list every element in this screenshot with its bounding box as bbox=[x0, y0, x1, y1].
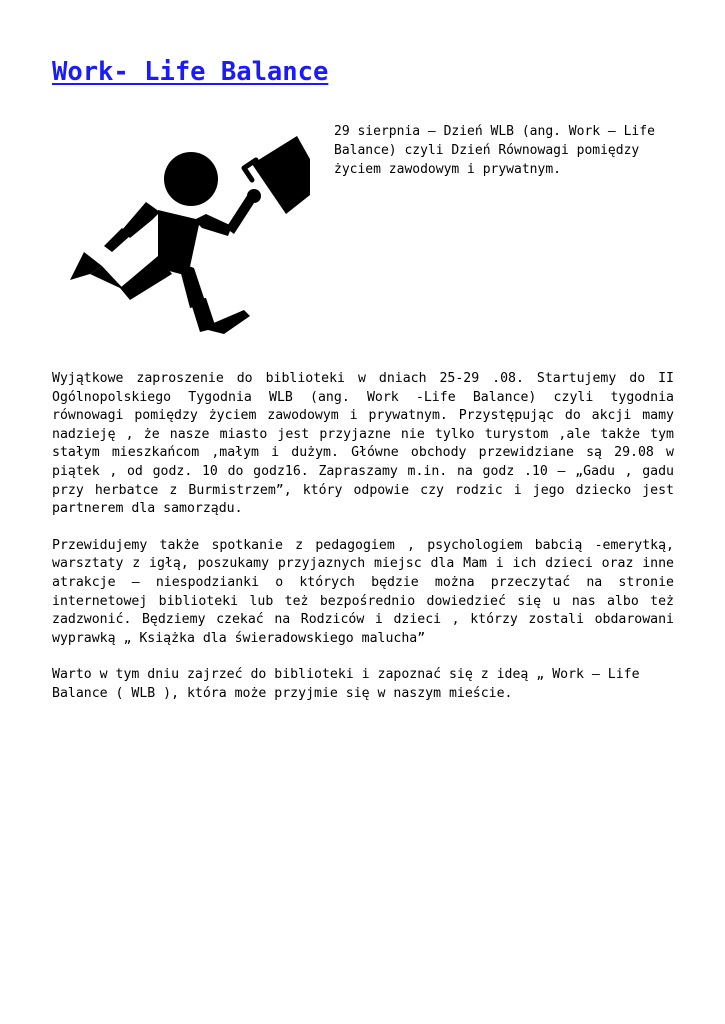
article-body bbox=[52, 370, 674, 722]
figure-briefcase bbox=[252, 136, 310, 214]
intro-paragraph: 29 sierpnia – Dzień WLB (ang. Work – Life Balance) czyli Dzień Równowagi pomiędzy życiem zawodowym i prywatnym. bbox=[334, 124, 655, 177]
figure-head bbox=[164, 152, 218, 206]
figure-front-arm bbox=[194, 214, 232, 236]
article-title bbox=[52, 56, 328, 88]
article-title-link[interactable]: Work- Life Balance bbox=[52, 57, 329, 87]
running-man-illustration bbox=[60, 128, 310, 340]
paragraph-program: Przewidujemy także spotkanie z pedagogiem , psychologiem babcią -emerytką, warsztaty z igłą, poszukamy przyjaznych miejsc dla Mam i ich dzieci oraz inne atrakcje – niespodzianki o których będzie można przeczytać na stronie internetowej biblioteki lub też bezpośrednio dowiedzieć się u nas albo też zadzwonić. Będziemy czekać na Rodziców i dzieci , którzy zostali obdarowani wyprawką „ Książka dla świeradowskiego malucha” bbox=[52, 537, 674, 646]
paragraph-closing: Warto w tym dniu zajrzeć do biblioteki i zapoznać się z ideą „ Work – Life Balance ( WLB ), która może przyjmie się w naszym mieście. bbox=[52, 667, 640, 701]
paragraph-invitation: Wyjątkowe zaproszenie do biblioteki w dniach 25-29 .08. Startujemy do II Ogólnopolskiego Tygodnia WLB (ang. Work -Life Balance) czyli tygodnia równowagi pomiędzy życiem zawodowym i prywatnym. Przystępując do akcji mamy nadzieję , że nasze miasto jest przyjazne nie tylko turystom ,ale także tym stałym mieszkańcom ,małym i dużym. Główne obchody przewidziane są 29.08 w piątek , od godz. 10 do godz16. Zapraszamy m.in. na godz .10 – „Gadu , gadu przy herbatce z Burmistrzem”, który odpowie czy rodzic i jego dziecko jest partnerem dla samorządu. bbox=[52, 371, 674, 517]
figure-briefcase-handle bbox=[244, 160, 256, 180]
figure-hand bbox=[247, 189, 261, 203]
figure-back-arm bbox=[122, 202, 160, 238]
running-businessman-with-briefcase-icon bbox=[60, 128, 310, 340]
